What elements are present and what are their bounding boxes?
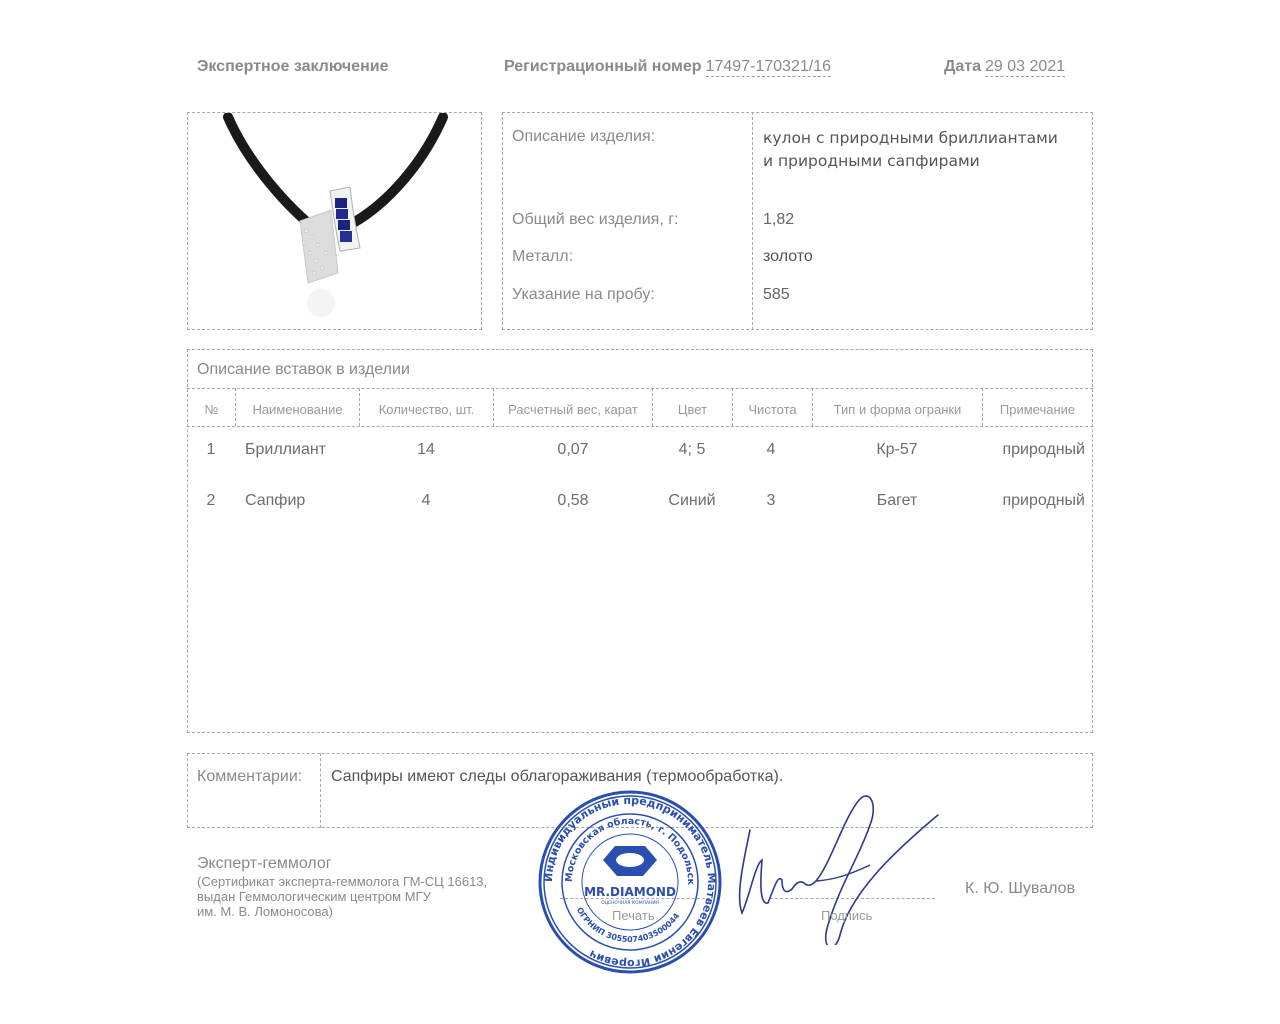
cell-number: 1 — [206, 441, 216, 458]
date-field — [944, 58, 1065, 76]
column-header-weight: Расчетный вес, карат — [508, 402, 638, 417]
cell-weight: 0,58 — [557, 492, 589, 509]
registration-label: Регистрационный номер — [504, 58, 702, 75]
column-header-color: Цвет — [677, 402, 708, 417]
certificate-line-2: выдан Геммологическим центром МГУ — [197, 889, 431, 904]
comments-divider — [320, 753, 321, 828]
certificate-line-3: им. М. В. Ломоносова) — [197, 904, 333, 919]
cell-color: Синий — [668, 492, 716, 509]
hallmark-value: 585 — [763, 286, 790, 303]
cell-note: природный — [1002, 441, 1085, 458]
date-value: 29 03 2021 — [985, 58, 1066, 75]
metal-value: золото — [763, 248, 813, 265]
column-header-clarity: Чистота — [748, 402, 797, 417]
stamp-label: Печать — [612, 908, 655, 923]
info-divider — [752, 112, 753, 330]
document-title: Экспертное заключение — [197, 58, 389, 75]
metal-label: Металл: — [512, 248, 574, 265]
cell-name: Бриллиант — [245, 441, 327, 458]
date-label: Дата — [944, 58, 982, 75]
description-line-2: и природными сапфирами — [763, 152, 980, 170]
description-value — [763, 127, 1058, 173]
cell-clarity: 3 — [766, 492, 776, 509]
column-header-name: Наименование — [252, 402, 343, 417]
column-header-quantity: Количество, шт. — [378, 402, 475, 417]
product-photo — [187, 112, 482, 330]
table-header-bottom-border — [187, 426, 1093, 427]
svg-text:Индивидуальный предприниматель: Индивидуальный предприниматель Матвеев Евгений Игоревич — [541, 793, 719, 971]
cell-cut: Кр-57 — [876, 441, 918, 458]
cell-color: 4; 5 — [678, 441, 706, 458]
table-header-top-border — [187, 388, 1093, 389]
expert-title: Эксперт-геммолог — [197, 855, 332, 872]
description-line-1: кулон с природными бриллиантами — [763, 129, 1058, 147]
certificate-line-1: (Сертификат эксперта-геммолога ГМ-СЦ 16613, — [197, 874, 488, 889]
description-label: Описание изделия: — [512, 128, 656, 145]
registration-number-field — [504, 58, 831, 76]
cell-cut: Багет — [876, 492, 918, 509]
cell-quantity: 14 — [417, 441, 435, 458]
svg-text:ОЦЕНОЧНАЯ КОМПАНИЯ: ОЦЕНОЧНАЯ КОМПАНИЯ — [601, 901, 659, 906]
registration-number: 17497-170321/16 — [705, 58, 831, 75]
svg-text:Московская область, г. Подольс: Московская область, г. Подольск — [563, 815, 697, 886]
svg-text:MR.DIAMOND: MR.DIAMOND — [584, 885, 676, 899]
column-header-number: № — [204, 402, 219, 417]
pendant-image-icon — [188, 113, 481, 329]
cell-clarity: 4 — [766, 441, 776, 458]
comments-label: Комментарии: — [197, 768, 303, 785]
svg-text:ОГРНИП 305507403500044: ОГРНИП 305507403500044 — [574, 905, 682, 945]
weight-value: 1,82 — [763, 211, 795, 228]
company-stamp-icon — [535, 790, 725, 975]
hallmark-label: Указание на пробу: — [512, 286, 655, 303]
column-header-cut: Тип и форма огранки — [833, 402, 962, 417]
cell-weight: 0,07 — [557, 441, 589, 458]
cell-note: природный — [1002, 492, 1085, 509]
inserts-title: Описание вставок в изделии — [197, 361, 410, 378]
weight-label: Общий вес изделия, г: — [512, 211, 679, 228]
cell-quantity: 4 — [421, 492, 431, 509]
cell-name: Сапфир — [245, 492, 306, 509]
column-header-note: Примечание — [999, 402, 1076, 417]
expert-name: К. Ю. Шувалов — [965, 880, 1076, 897]
cell-number: 2 — [206, 492, 216, 509]
comments-text: Сапфиры имеют следы облагораживания (термообработка). — [331, 768, 784, 785]
signature-label: Подпись — [821, 908, 873, 923]
